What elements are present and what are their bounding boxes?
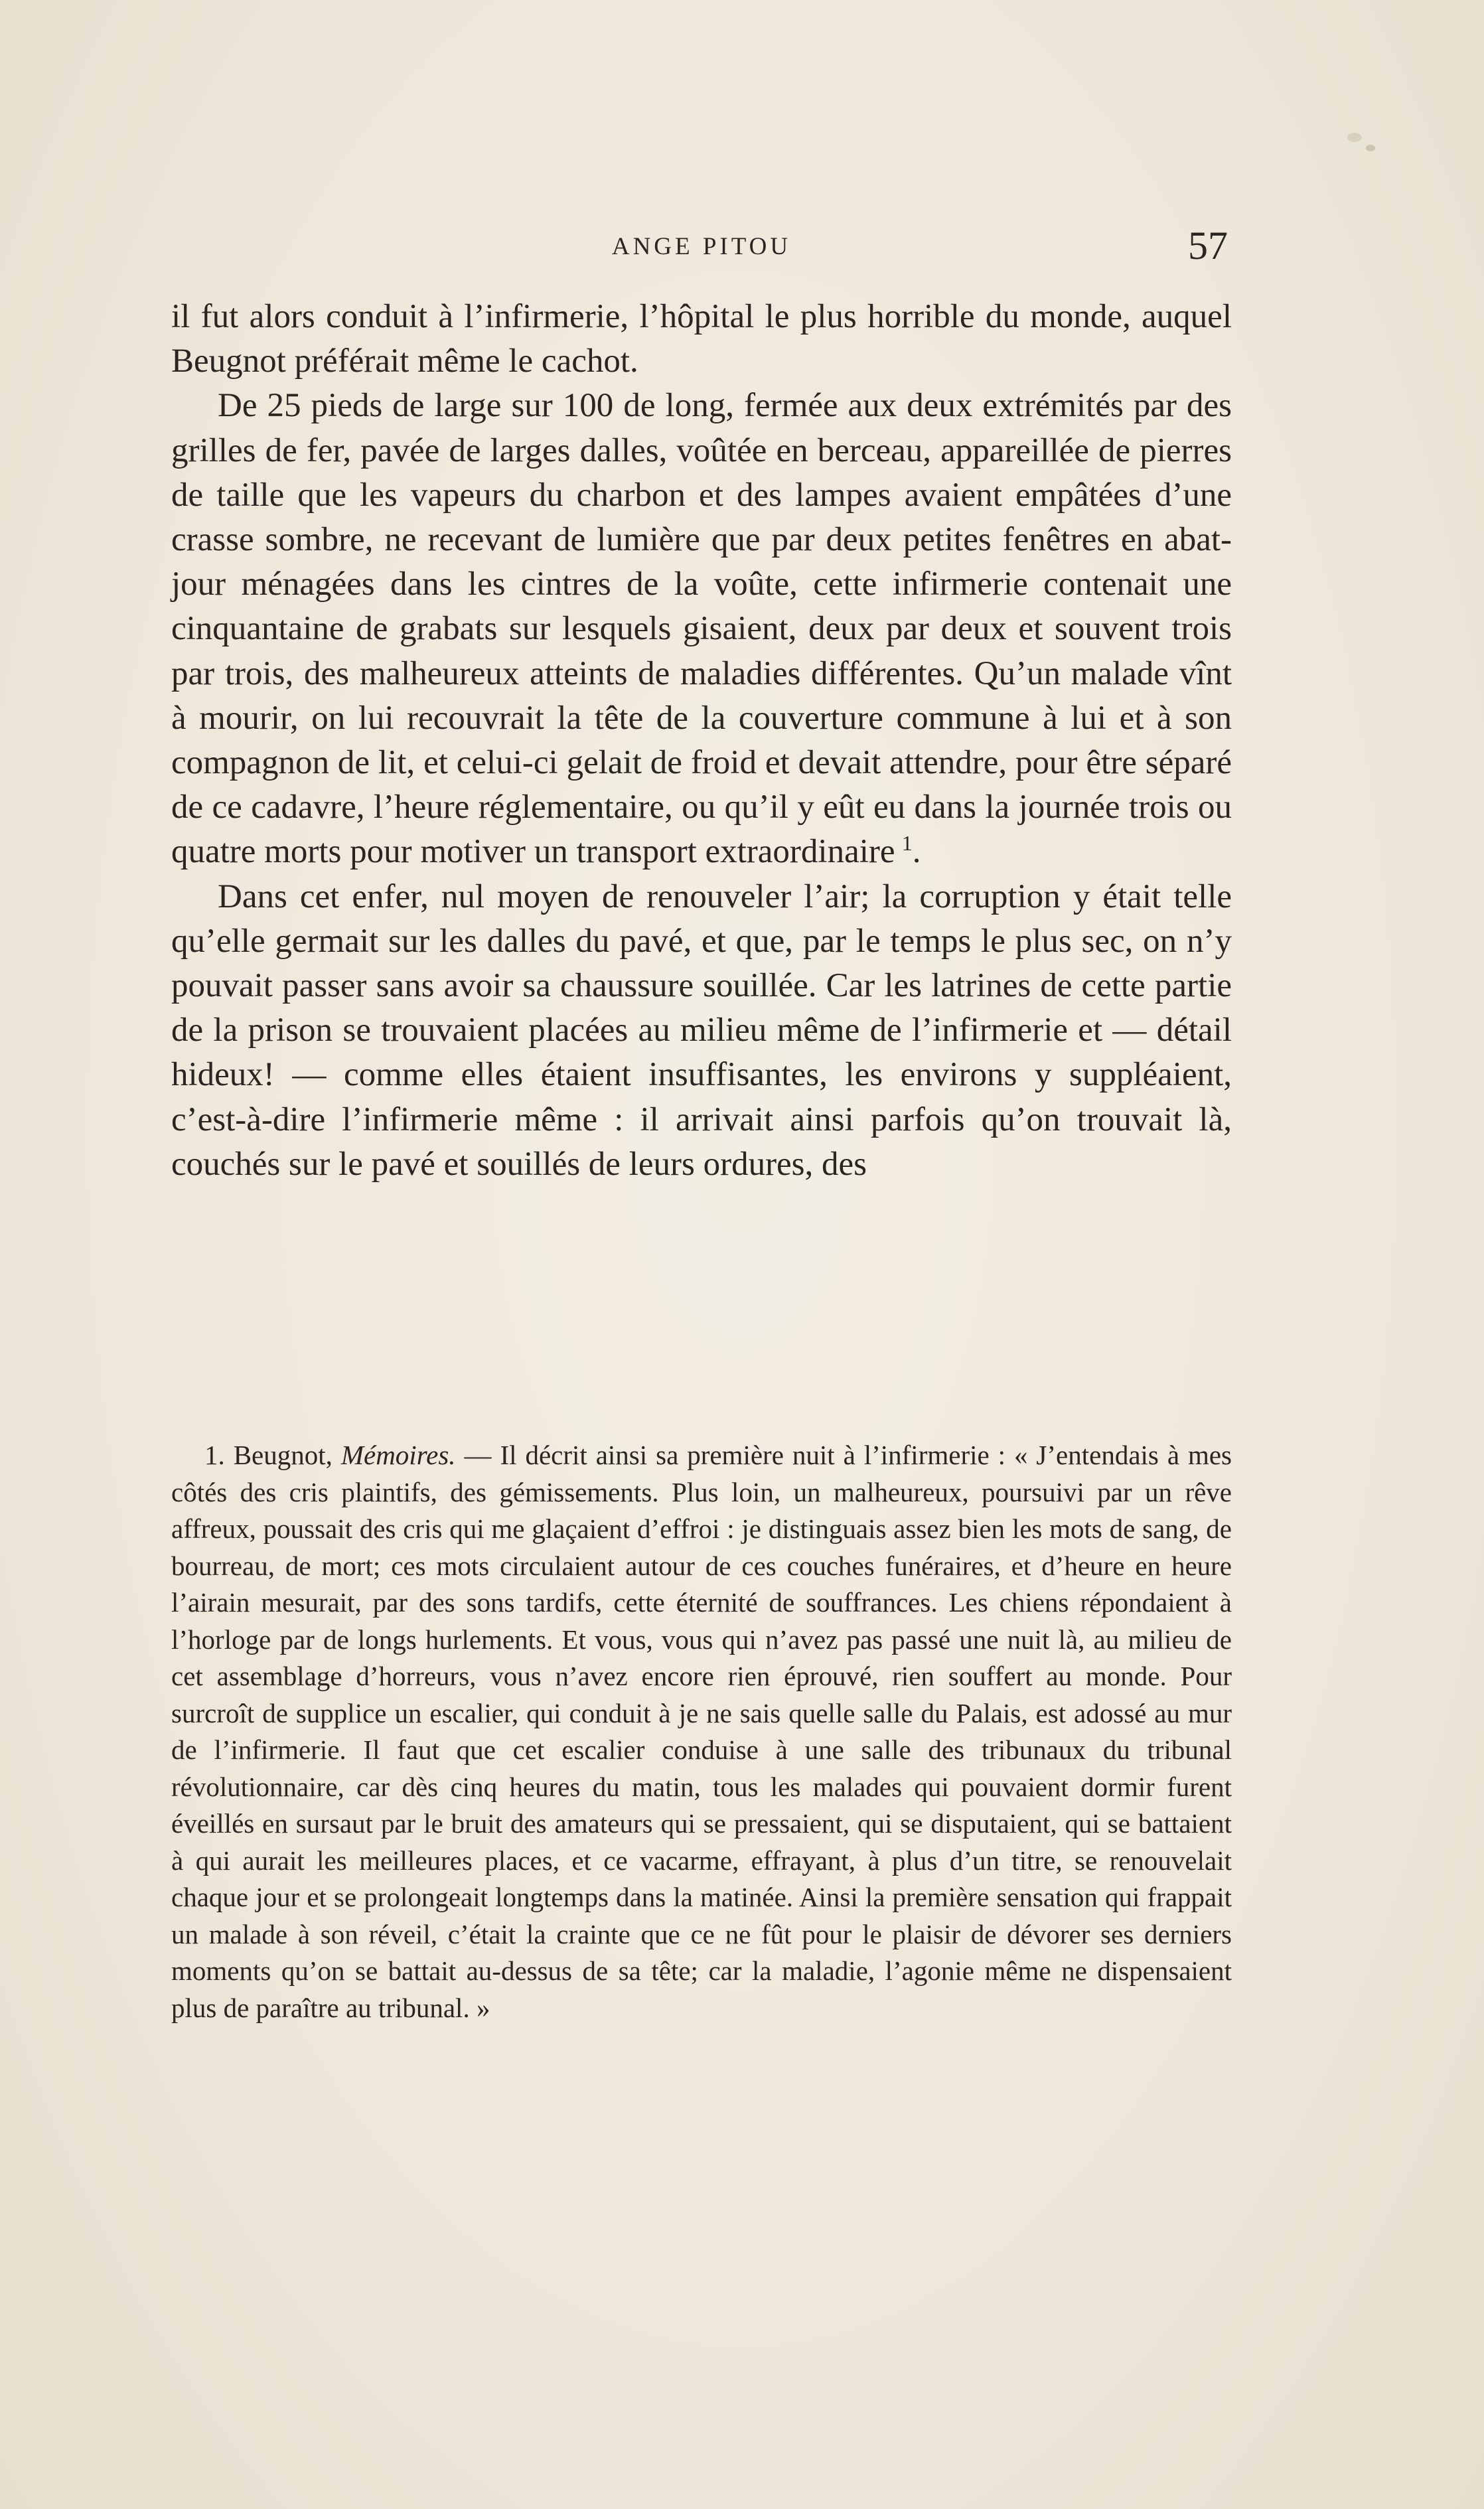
footnote bbox=[171, 1437, 1232, 2026]
page-number: 57 bbox=[1188, 224, 1228, 267]
paragraph-text: il fut alors conduit à l’infirmerie, l’hôpital le plus horrible du monde, auquel Beugnot préférait même le cachot. bbox=[171, 298, 1232, 380]
footnote-source: Beugnot, bbox=[233, 1440, 333, 1470]
paragraph bbox=[171, 875, 1232, 1187]
footnote-lead: — Il décrit ainsi sa première nuit à l’infirmerie : bbox=[464, 1440, 1006, 1470]
footnote-reference[interactable]: 1 bbox=[901, 831, 913, 856]
footnote-number: 1. bbox=[204, 1440, 225, 1470]
paper-speck bbox=[1366, 145, 1375, 151]
paragraph-end: . bbox=[912, 833, 921, 871]
paper-speck bbox=[1347, 133, 1362, 142]
paragraph bbox=[171, 384, 1232, 874]
running-head bbox=[171, 226, 1232, 279]
paragraph-text: De 25 pieds de large sur 100 de long, fermée aux deux extrémités par des grilles de fer, pavée de larges dalles, voûtée en berceau, appareillée de pierres de taille que les vapeurs du charbon et des lampes avaient empâtées d’une crasse sombre, ne recevant de lumière que par deux petites fenêtres en abat-jour ménagées dans les cintres de la voûte, cette infirmerie contenait une cinquantaine de grabats sur lesquels gisaient, deux par deux et souvent trois par trois, des malheureux atteints de maladies différentes. Qu’un malade vînt à mourir, on lui recouvrait la tête de la couverture commune à lui et à son compagnon de lit, et celui-ci gelait de froid et devait attendre, pour être séparé de ce cadavre, l’heure réglementaire, ou qu’il y eût eu dans la journée trois ou quatre morts pour motiver un transport extraordinaire bbox=[171, 387, 1232, 871]
footnote-quote: « J’entendais à mes côtés des cris plaintifs, des gémissements. Plus loin, un malheureux, poursuivi par un rêve affreux, poussait des cris qui me glaçaient d’effroi : je distinguais assez bien les mots de sang, de bourreau, de mort; ces mots circulaient autour de ces couches funéraires, et d’heure en heure l’airain mesurait, par des sons tardifs, cette éternité de souffrances. Les chiens répondaient à l’horloge par de longs hurlements. Et vous, vous qui n’avez pas passé une nuit là, au milieu de cet assemblage d’horreurs, vous n’avez encore rien éprouvé, rien souffert au monde. Pour surcroît de supplice un escalier, qui conduit à je ne sais quelle salle du Palais, est adossé au mur de l’infirmerie. Il faut que cet escalier conduise à une salle des tribunaux du tribunal révolutionnaire, car dès cinq heures du matin, tous les malades qui pouvaient dormir furent éveillés en sursaut par le bruit des amateurs qui se pressaient, qui se disputaient, qui se battaient à qui aurait les meilleures places, et ce vacarme, effrayant, à plus d’un titre, se renouvelait chaque jour et se prolongeait longtemps dans la matinée. Ainsi la première sensation qui frappait un malade à son réveil, c’était la crainte que ce ne fût pour le plaisir de dévorer ses derniers moments qu’on se battait au-dessus de sa tête; car la maladie, l’agonie même ne dispensaient plus de paraître au tribunal. » bbox=[171, 1440, 1232, 2023]
paragraph bbox=[171, 295, 1232, 384]
footnotes bbox=[171, 1437, 1232, 2026]
footnote-source-title: Mémoires. bbox=[340, 1440, 456, 1470]
running-title: ANGE PITOU bbox=[611, 233, 792, 260]
paragraph-text: Dans cet enfer, nul moyen de renouveler l’air; la corruption y était telle qu’elle germait sur les dalles du pavé, et que, par le temps le plus sec, on n’y pouvait passer sans avoir sa chaussure souillée. Car les latrines de cette partie de la prison se trouvaient placées au milieu même de l’infirmerie et — détail hideux! — comme elles étaient insuffisantes, les environs y suppléaient, c’est-à-dire l’infirmerie même : il arrivait ainsi parfois qu’on trouvait là, couchés sur le pavé et souillés de leurs ordures, des bbox=[171, 877, 1232, 1183]
body-text bbox=[171, 295, 1232, 1187]
